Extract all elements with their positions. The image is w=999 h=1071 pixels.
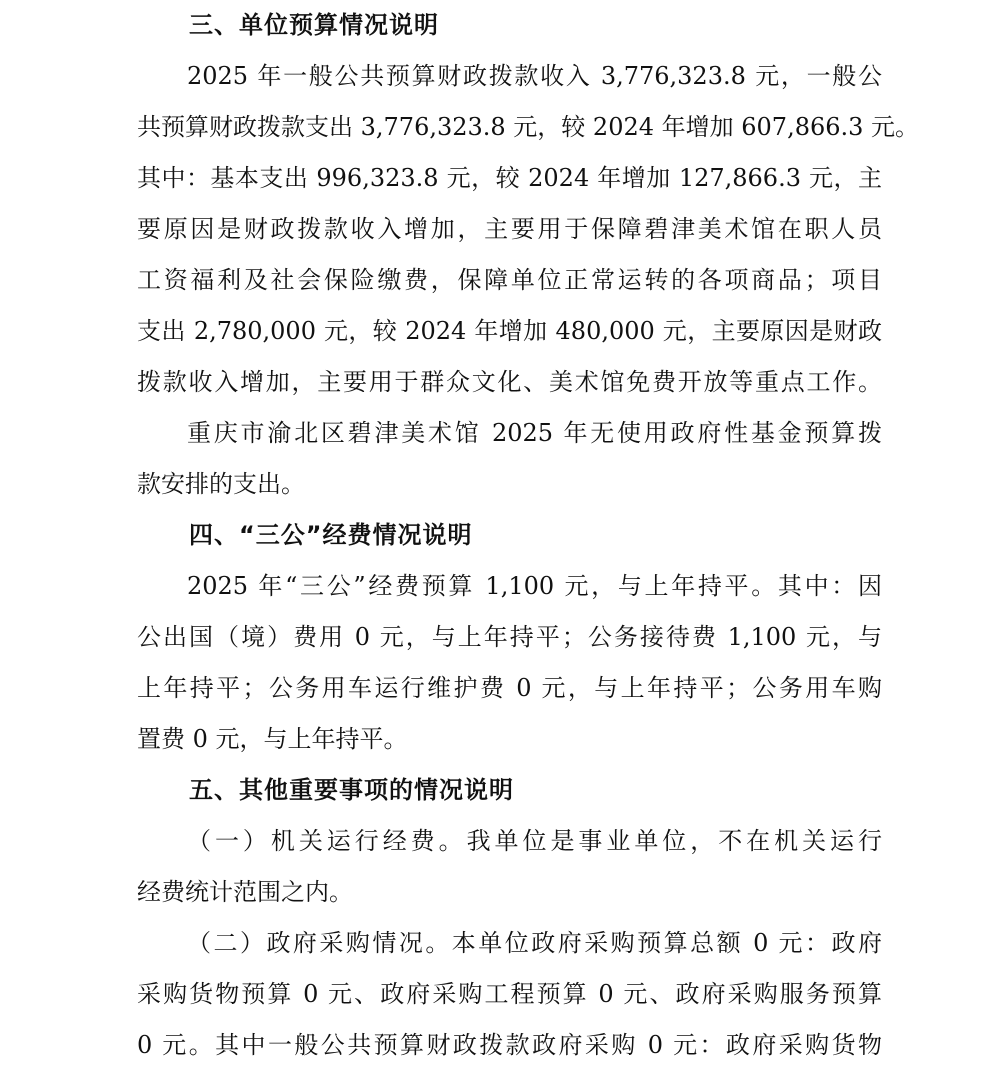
text-line: 上年持平；公务用车运行维护费 0 元，与上年持平；公务用车购 (137, 674, 882, 702)
text-line: 要原因是财政拨款收入增加，主要用于保障碧津美术馆在职人员 (137, 215, 882, 243)
text-line: 公出国（境）费用 0 元，与上年持平；公务接待费 1,100 元，与 (137, 623, 882, 651)
text-line: 置费 0 元，与上年持平。 (137, 725, 408, 753)
paragraph-procurement (137, 918, 882, 1071)
section-heading-budget: 三、单位预算情况说明 (189, 11, 439, 39)
text-line: （二）政府采购情况。本单位政府采购预算总额 0 元：政府 (187, 929, 882, 957)
text-line: 重庆市渝北区碧津美术馆 2025 年无使用政府性基金预算拨 (187, 419, 882, 447)
paragraph-government-fund (137, 408, 882, 510)
text-line: 2025 年一般公共预算财政拨款收入 3,776,323.8 元，一般公 (187, 62, 882, 90)
text-line: 采购货物预算 0 元、政府采购工程预算 0 元、政府采购服务预算 (137, 980, 882, 1008)
text-line: 拨款收入增加，主要用于群众文化、美术馆免费开放等重点工作。 (137, 368, 882, 396)
text-line: 0 元。其中一般公共预算财政拨款政府采购 0 元：政府采购货物 (137, 1031, 882, 1059)
section-heading-three-public: 四、“三公”经费情况说明 (189, 521, 473, 549)
paragraph-budget-funding (137, 51, 920, 408)
paragraph-operating-expenses (137, 816, 882, 918)
text-line: 共预算财政拨款支出 3,776,323.8 元，较 2024 年增加 607,866.3 元。 (137, 113, 920, 141)
text-line: 工资福利及社会保险缴费，保障单位正常运转的各项商品；项目 (137, 266, 882, 294)
text-line: 经费统计范围之内。 (137, 878, 353, 906)
paragraph-three-public-expenses (137, 561, 882, 765)
text-line: 款安排的支出。 (137, 470, 305, 498)
section-heading-other-matters: 五、其他重要事项的情况说明 (189, 776, 514, 804)
document-page (137, 0, 920, 1071)
text-line: 支出 2,780,000 元，较 2024 年增加 480,000 元，主要原因是财政 (137, 317, 882, 345)
text-line: 2025 年“三公”经费预算 1,100 元，与上年持平。其中：因 (187, 572, 882, 600)
text-line: （一）机关运行经费。我单位是事业单位，不在机关运行 (187, 827, 882, 855)
text-line: 其中：基本支出 996,323.8 元，较 2024 年增加 127,866.3 元，主 (137, 164, 882, 192)
